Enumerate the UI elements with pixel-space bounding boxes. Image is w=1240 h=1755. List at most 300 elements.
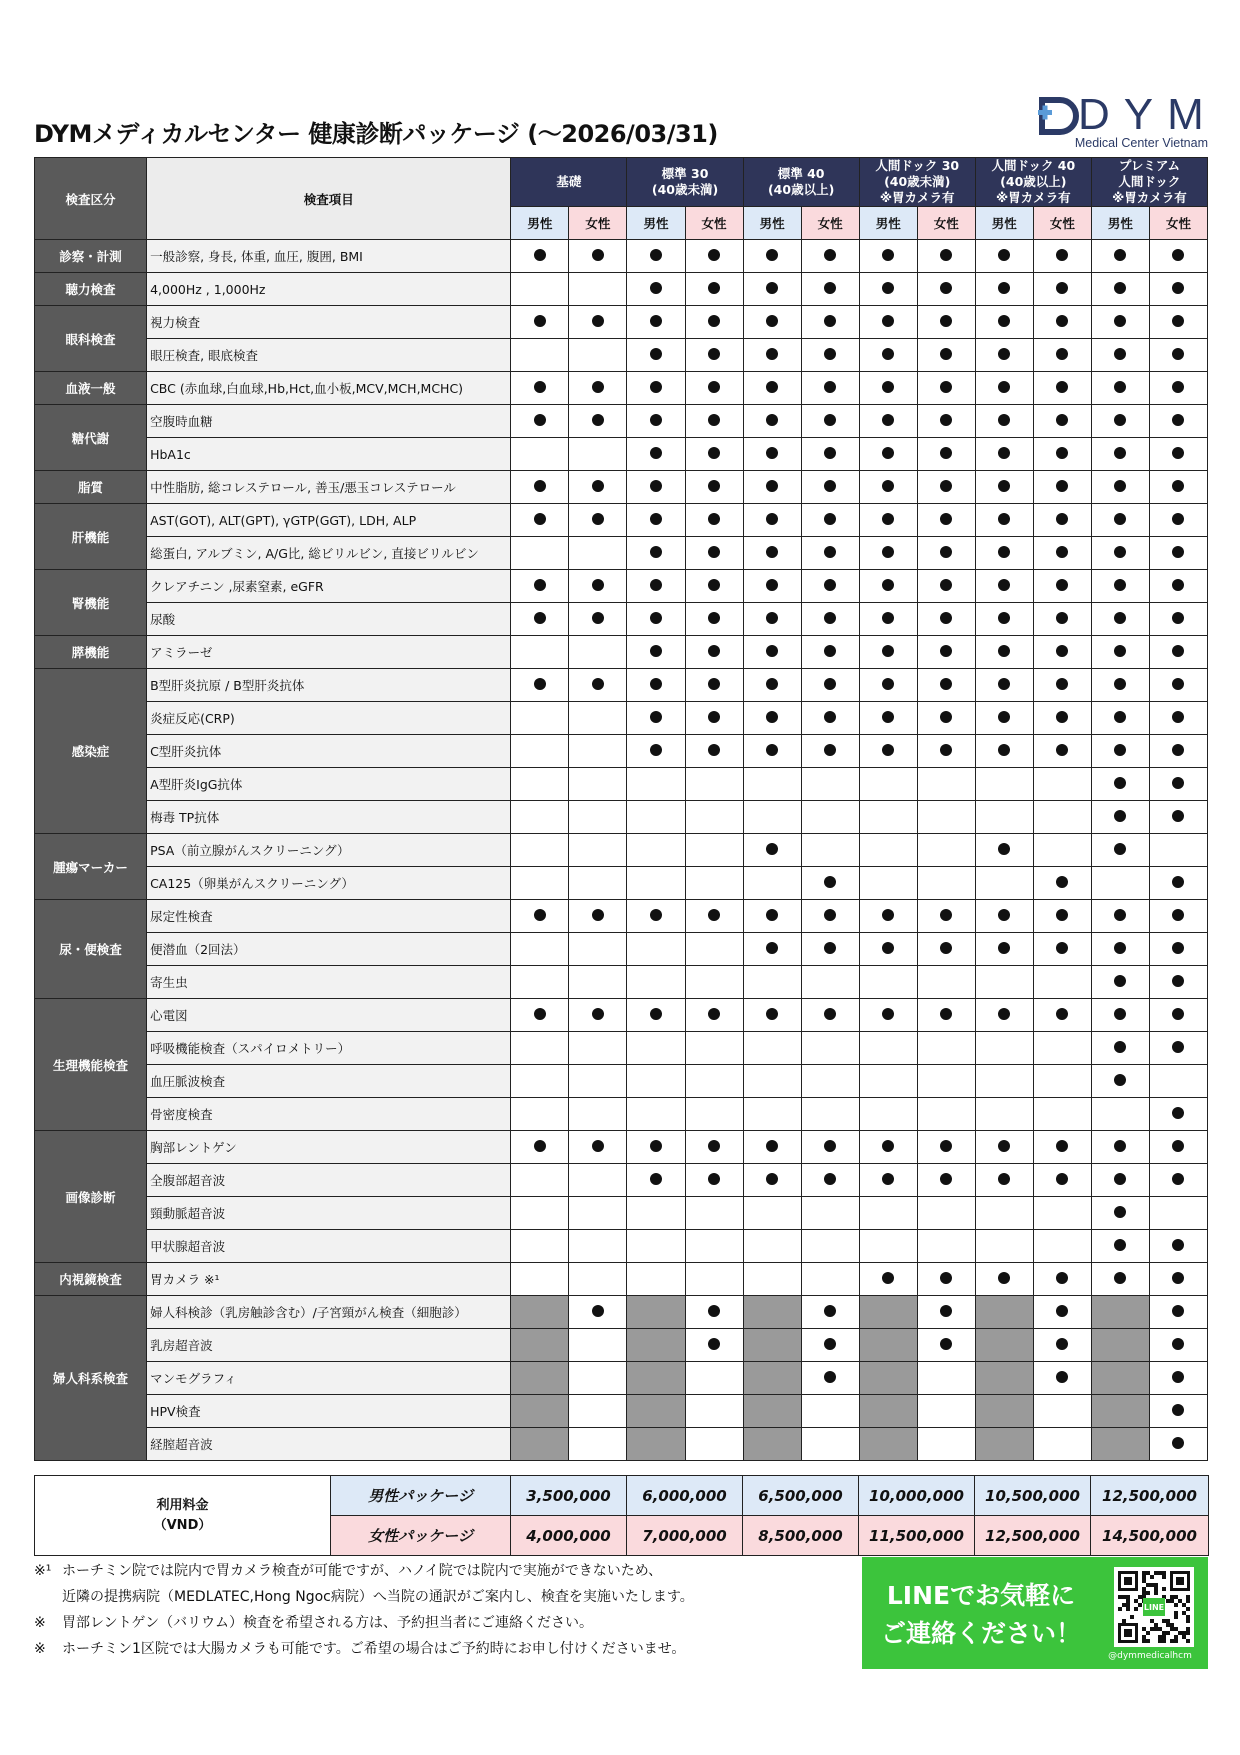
mark-cell [685, 735, 743, 768]
included-dot-icon [1056, 744, 1068, 756]
mark-cell [569, 1362, 627, 1395]
mark-cell [685, 834, 743, 867]
item-cell: 中性脂肪, 総コレステロール, 善玉/悪玉コレステロール [147, 471, 511, 504]
mark-cell [569, 834, 627, 867]
mark-cell [743, 636, 801, 669]
mark-cell [743, 372, 801, 405]
mark-cell [511, 537, 569, 570]
mark-cell [1091, 405, 1149, 438]
mark-cell [801, 801, 859, 834]
included-dot-icon [1172, 348, 1184, 360]
mark-cell [511, 1263, 569, 1296]
mark-cell [1149, 273, 1207, 306]
mark-cell [511, 636, 569, 669]
male-price: 12,500,000 [1091, 1476, 1209, 1516]
included-dot-icon [708, 1173, 720, 1185]
included-dot-icon [1172, 546, 1184, 558]
mark-cell [801, 504, 859, 537]
page-title: DYMメディカルセンター 健康診断パッケージ (～2026/03/31) [34, 120, 718, 148]
included-dot-icon [592, 315, 604, 327]
mark-cell [1033, 867, 1091, 900]
included-dot-icon [1056, 381, 1068, 393]
included-dot-icon [940, 282, 952, 294]
not-applicable-cell [743, 1428, 801, 1461]
included-dot-icon [708, 282, 720, 294]
female-price: 8,500,000 [743, 1516, 859, 1556]
mark-cell [627, 438, 685, 471]
included-dot-icon [1056, 249, 1068, 261]
mark-cell [685, 867, 743, 900]
mark-cell [743, 702, 801, 735]
mark-cell [859, 603, 917, 636]
mark-cell [1033, 1395, 1091, 1428]
included-dot-icon [1172, 513, 1184, 525]
mark-cell [569, 273, 627, 306]
mark-cell [1149, 1164, 1207, 1197]
included-dot-icon [882, 315, 894, 327]
included-dot-icon [534, 678, 546, 690]
mark-cell [569, 1395, 627, 1428]
mark-cell [1149, 735, 1207, 768]
included-dot-icon [1114, 579, 1126, 591]
mark-cell [743, 306, 801, 339]
mark-cell [1091, 570, 1149, 603]
included-dot-icon [766, 315, 778, 327]
mark-cell [627, 1164, 685, 1197]
category-cell: 血液一般 [35, 372, 147, 405]
included-dot-icon [1056, 1305, 1068, 1317]
package-header-line: プレミアム [1118, 158, 1180, 173]
mark-cell [1149, 702, 1207, 735]
item-cell: 婦人科検診（乳房触診含む）/子宮頸がん検査（細胞診） [147, 1296, 511, 1329]
mark-cell [1033, 966, 1091, 999]
mark-cell [859, 1263, 917, 1296]
mark-cell [627, 504, 685, 537]
line-cta-line2: ご連絡ください！ [880, 1619, 1081, 1648]
included-dot-icon [1114, 447, 1126, 459]
included-dot-icon [1056, 1008, 1068, 1020]
mark-cell [627, 1230, 685, 1263]
line-contact-banner[interactable] [862, 1557, 1208, 1669]
mark-cell [685, 900, 743, 933]
mark-cell [801, 1164, 859, 1197]
mark-cell [1033, 834, 1091, 867]
mark-cell [917, 1395, 975, 1428]
included-dot-icon [824, 711, 836, 723]
included-dot-icon [650, 744, 662, 756]
mark-cell [1033, 273, 1091, 306]
mark-cell [1149, 570, 1207, 603]
mark-cell [917, 669, 975, 702]
header-item: 検査項目 [147, 158, 511, 240]
mark-cell [743, 240, 801, 273]
included-dot-icon [1172, 876, 1184, 888]
mark-cell [917, 702, 975, 735]
category-cell: 婦人科系検査 [35, 1296, 147, 1461]
mark-cell [1091, 867, 1149, 900]
line-qr-code-icon[interactable] [1114, 1567, 1194, 1647]
mark-cell [859, 537, 917, 570]
included-dot-icon [592, 909, 604, 921]
included-dot-icon [940, 1173, 952, 1185]
mark-cell [1091, 933, 1149, 966]
mark-cell [1033, 1164, 1091, 1197]
mark-cell [859, 636, 917, 669]
mark-cell [917, 438, 975, 471]
included-dot-icon [882, 249, 894, 261]
mark-cell [975, 1065, 1033, 1098]
included-dot-icon [998, 546, 1010, 558]
item-cell: HPV検査 [147, 1395, 511, 1428]
mark-cell [1091, 1065, 1149, 1098]
fee-label-line1: 利用料金 [156, 1497, 209, 1513]
mark-cell [859, 1164, 917, 1197]
mark-cell [975, 570, 1033, 603]
mark-cell [685, 1230, 743, 1263]
not-applicable-cell [511, 1296, 569, 1329]
item-cell: 寄生虫 [147, 966, 511, 999]
not-applicable-cell [511, 1329, 569, 1362]
included-dot-icon [998, 645, 1010, 657]
mark-cell [743, 999, 801, 1032]
included-dot-icon [998, 249, 1010, 261]
mark-cell [917, 1329, 975, 1362]
included-dot-icon [1056, 876, 1068, 888]
mark-cell [685, 504, 743, 537]
item-cell: 胸部レントゲン [147, 1131, 511, 1164]
mark-cell [569, 1428, 627, 1461]
included-dot-icon [1056, 447, 1068, 459]
package-header-line: 人間ドック 30 [875, 158, 960, 173]
package-header [859, 158, 975, 207]
mark-cell [975, 1164, 1033, 1197]
mark-cell [859, 1032, 917, 1065]
included-dot-icon [1172, 909, 1184, 921]
mark-cell [569, 603, 627, 636]
mark-cell [975, 768, 1033, 801]
included-dot-icon [1114, 1074, 1126, 1086]
mark-cell [1033, 471, 1091, 504]
mark-cell [801, 1197, 859, 1230]
included-dot-icon [1172, 381, 1184, 393]
not-applicable-cell [1091, 1362, 1149, 1395]
mark-cell [917, 1230, 975, 1263]
mark-cell [801, 1428, 859, 1461]
included-dot-icon [708, 414, 720, 426]
male-price: 10,000,000 [859, 1476, 975, 1516]
female-price: 14,500,000 [1091, 1516, 1209, 1556]
mark-cell [685, 669, 743, 702]
mark-cell [743, 1230, 801, 1263]
mark-cell [511, 1032, 569, 1065]
included-dot-icon [534, 1140, 546, 1152]
mark-cell [917, 1197, 975, 1230]
included-dot-icon [824, 315, 836, 327]
item-cell: C型肝炎抗体 [147, 735, 511, 768]
included-dot-icon [882, 282, 894, 294]
included-dot-icon [940, 480, 952, 492]
category-cell: 画像診断 [35, 1131, 147, 1263]
mark-cell [743, 735, 801, 768]
mark-cell [917, 504, 975, 537]
mark-cell [685, 801, 743, 834]
mark-cell [627, 240, 685, 273]
mark-cell [917, 306, 975, 339]
not-applicable-cell [859, 1395, 917, 1428]
mark-cell [627, 999, 685, 1032]
included-dot-icon [708, 348, 720, 360]
included-dot-icon [940, 381, 952, 393]
included-dot-icon [882, 579, 894, 591]
included-dot-icon [940, 1008, 952, 1020]
table-row [35, 1230, 1208, 1263]
included-dot-icon [708, 744, 720, 756]
included-dot-icon [824, 876, 836, 888]
mark-cell [1149, 867, 1207, 900]
mark-cell [685, 1362, 743, 1395]
item-cell: 頸動脈超音波 [147, 1197, 511, 1230]
included-dot-icon [824, 1140, 836, 1152]
mark-cell [1091, 438, 1149, 471]
mark-cell [975, 1098, 1033, 1131]
mark-cell [975, 273, 1033, 306]
mark-cell [917, 1065, 975, 1098]
fee-table [34, 1475, 1209, 1556]
included-dot-icon [650, 315, 662, 327]
included-dot-icon [940, 315, 952, 327]
female-price: 11,500,000 [859, 1516, 975, 1556]
mark-cell [859, 867, 917, 900]
mark-cell [859, 372, 917, 405]
included-dot-icon [1172, 1404, 1184, 1416]
included-dot-icon [1056, 348, 1068, 360]
included-dot-icon [998, 1272, 1010, 1284]
item-cell: 胃カメラ ※¹ [147, 1263, 511, 1296]
mark-cell [627, 471, 685, 504]
mark-cell [917, 570, 975, 603]
mark-cell [975, 603, 1033, 636]
mark-cell [743, 273, 801, 306]
table-row [35, 735, 1208, 768]
mark-cell [627, 900, 685, 933]
not-applicable-cell [975, 1296, 1033, 1329]
mark-cell [569, 372, 627, 405]
included-dot-icon [708, 579, 720, 591]
included-dot-icon [1056, 546, 1068, 558]
mark-cell [627, 1197, 685, 1230]
included-dot-icon [998, 348, 1010, 360]
included-dot-icon [940, 513, 952, 525]
table-row [35, 405, 1208, 438]
header-category: 検査区分 [35, 158, 147, 240]
table-row [35, 867, 1208, 900]
mark-cell [627, 933, 685, 966]
mark-cell [801, 669, 859, 702]
included-dot-icon [1114, 414, 1126, 426]
mark-cell [917, 1098, 975, 1131]
dym-logo [1038, 90, 1218, 152]
included-dot-icon [766, 513, 778, 525]
item-cell: 尿定性検査 [147, 900, 511, 933]
mark-cell [801, 1032, 859, 1065]
mark-cell [917, 339, 975, 372]
mark-cell [1033, 669, 1091, 702]
mark-cell [801, 768, 859, 801]
not-applicable-cell [859, 1428, 917, 1461]
item-cell: 視力検査 [147, 306, 511, 339]
mark-cell [569, 405, 627, 438]
table-row [35, 636, 1208, 669]
item-cell: 尿酸 [147, 603, 511, 636]
included-dot-icon [1056, 1140, 1068, 1152]
included-dot-icon [708, 546, 720, 558]
footnotes [34, 1558, 854, 1662]
mark-cell [801, 603, 859, 636]
mark-cell [1091, 900, 1149, 933]
mark-cell [801, 1362, 859, 1395]
mark-cell [569, 504, 627, 537]
mark-cell [1149, 669, 1207, 702]
mark-cell [685, 1098, 743, 1131]
mark-cell [1033, 735, 1091, 768]
mark-cell [975, 438, 1033, 471]
female-header: 女性 [1149, 207, 1207, 240]
not-applicable-cell [627, 1296, 685, 1329]
category-cell: 腎機能 [35, 570, 147, 636]
included-dot-icon [766, 249, 778, 261]
included-dot-icon [650, 579, 662, 591]
mark-cell [917, 801, 975, 834]
mark-cell [1033, 1032, 1091, 1065]
item-cell: アミラーゼ [147, 636, 511, 669]
mark-cell [917, 1131, 975, 1164]
included-dot-icon [1114, 249, 1126, 261]
included-dot-icon [824, 612, 836, 624]
mark-cell [1091, 339, 1149, 372]
logo-mark-icon [1038, 96, 1082, 136]
included-dot-icon [1114, 678, 1126, 690]
mark-cell [1033, 801, 1091, 834]
mark-cell [743, 867, 801, 900]
mark-cell [685, 438, 743, 471]
mark-cell [569, 1263, 627, 1296]
included-dot-icon [1114, 744, 1126, 756]
included-dot-icon [1172, 810, 1184, 822]
mark-cell [859, 1131, 917, 1164]
mark-cell [859, 273, 917, 306]
included-dot-icon [1172, 1371, 1184, 1383]
included-dot-icon [1172, 777, 1184, 789]
included-dot-icon [1114, 942, 1126, 954]
table-row [35, 537, 1208, 570]
mark-cell [511, 999, 569, 1032]
included-dot-icon [882, 645, 894, 657]
mark-cell [801, 1230, 859, 1263]
included-dot-icon [534, 1008, 546, 1020]
mark-cell [627, 1098, 685, 1131]
mark-cell [743, 801, 801, 834]
mark-cell [975, 339, 1033, 372]
included-dot-icon [998, 513, 1010, 525]
included-dot-icon [998, 744, 1010, 756]
included-dot-icon [1056, 678, 1068, 690]
included-dot-icon [708, 678, 720, 690]
mark-cell [1149, 1032, 1207, 1065]
not-applicable-cell [1091, 1428, 1149, 1461]
mark-cell [1033, 1230, 1091, 1263]
mark-cell [801, 966, 859, 999]
included-dot-icon [708, 1008, 720, 1020]
included-dot-icon [940, 942, 952, 954]
mark-cell [859, 405, 917, 438]
mark-cell [801, 933, 859, 966]
included-dot-icon [708, 1338, 720, 1350]
mark-cell [1149, 438, 1207, 471]
mark-cell [917, 537, 975, 570]
header-row [35, 158, 1208, 207]
mark-cell [569, 1131, 627, 1164]
mark-cell [569, 1230, 627, 1263]
mark-cell [511, 339, 569, 372]
item-cell: 梅毒 TP抗体 [147, 801, 511, 834]
included-dot-icon [766, 447, 778, 459]
mark-cell [1033, 933, 1091, 966]
mark-cell [1033, 768, 1091, 801]
mark-cell [685, 1329, 743, 1362]
item-cell: 呼吸機能検査（スパイロメトリー） [147, 1032, 511, 1065]
mark-cell [917, 1263, 975, 1296]
mark-cell [917, 1362, 975, 1395]
included-dot-icon [824, 447, 836, 459]
mark-cell [511, 504, 569, 537]
package-header-line: 標準 40 [777, 166, 825, 181]
mark-cell [627, 603, 685, 636]
mark-cell [743, 1065, 801, 1098]
included-dot-icon [1172, 645, 1184, 657]
mark-cell [917, 1164, 975, 1197]
included-dot-icon [708, 909, 720, 921]
mark-cell [743, 669, 801, 702]
not-applicable-cell [859, 1296, 917, 1329]
included-dot-icon [766, 282, 778, 294]
included-dot-icon [998, 1173, 1010, 1185]
included-dot-icon [534, 249, 546, 261]
item-cell: A型肝炎IgG抗体 [147, 768, 511, 801]
included-dot-icon [882, 1140, 894, 1152]
item-cell: 眼圧検査, 眼底検査 [147, 339, 511, 372]
mark-cell [917, 1032, 975, 1065]
mark-cell [1091, 669, 1149, 702]
mark-cell [859, 1197, 917, 1230]
mark-cell [1091, 471, 1149, 504]
mark-cell [1149, 1296, 1207, 1329]
included-dot-icon [766, 678, 778, 690]
mark-cell [975, 1197, 1033, 1230]
mark-cell [743, 339, 801, 372]
mark-cell [859, 801, 917, 834]
included-dot-icon [940, 612, 952, 624]
category-cell: 診察・計測 [35, 240, 147, 273]
item-cell: 総蛋白, アルブミン, A/G比, 総ビリルビン, 直接ビリルビン [147, 537, 511, 570]
item-cell: 甲状腺超音波 [147, 1230, 511, 1263]
mark-cell [859, 999, 917, 1032]
mark-cell [801, 1263, 859, 1296]
mark-cell [1091, 240, 1149, 273]
included-dot-icon [766, 546, 778, 558]
included-dot-icon [824, 1371, 836, 1383]
included-dot-icon [1056, 1173, 1068, 1185]
included-dot-icon [1172, 1041, 1184, 1053]
